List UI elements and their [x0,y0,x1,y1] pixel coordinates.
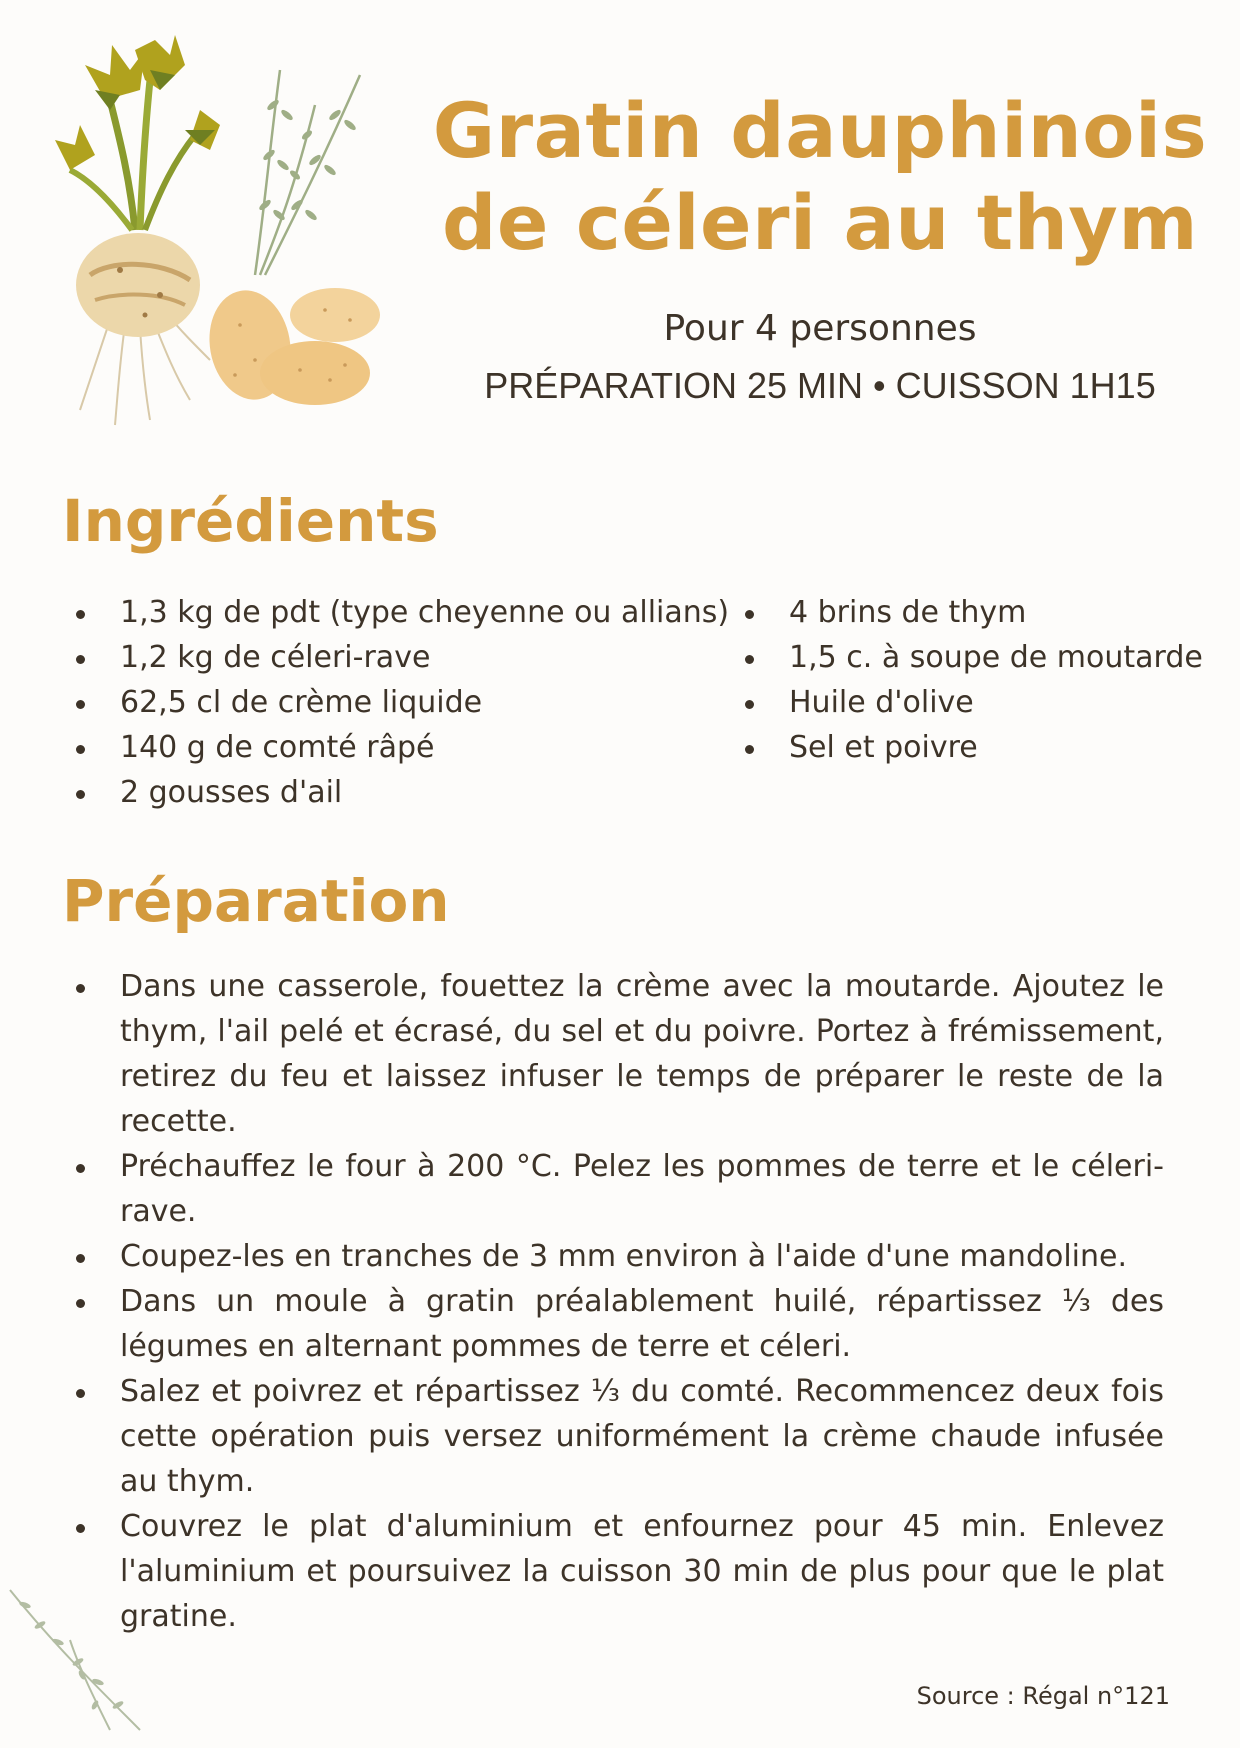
ingredients-heading: Ingrédients [62,487,439,555]
list-item: Préchauffez le four à 200 °C. Pelez les pommes de terre et le céleri-rave. [76,1144,1164,1234]
list-item: 62,5 cl de crème liquide [76,680,736,725]
list-item: 1,2 kg de céleri-rave [76,635,736,680]
list-item: Sel et poivre [745,725,1215,770]
list-item: Dans une casserole, fouettez la crème avec la moutarde. Ajoutez le thym, l'ail pelé et écrasé, du sel et du poivre. Portez à frémissement, retirez du feu et laissez infuser le temps de préparer le reste de la recette. [76,964,1164,1144]
list-item: Coupez-les en tranches de 3 mm environ à l'aide d'une mandoline. [76,1234,1164,1279]
servings: Pour 4 personnes [663,308,977,349]
list-item: 1,3 kg de pdt (type cheyenne ou allians) [76,590,736,635]
list-item: 140 g de comté râpé [76,725,736,770]
list-item: 1,5 c. à soupe de moutarde [745,635,1215,680]
list-item: Couvrez le plat d'aluminium et enfournez pour 45 min. Enlevez l'aluminium et poursuivez la cuisson 30 min de plus pour que le plat gratine. [76,1504,1164,1639]
title-line-2: de céleri au thym [441,178,1199,267]
list-item: Salez et poivrez et répartissez ⅓ du comté. Recommencez deux fois cette opération puis versez uniformément la crème chaude infusée au thym. [76,1369,1164,1504]
potatoes-icon [205,285,380,410]
list-item: 2 gousses d'ail [76,770,736,815]
list-item: Dans un moule à gratin préalablement huilé, répartissez ⅓ des légumes en alternant pommes de terre et céleri. [76,1279,1164,1369]
ingredients-list-right [745,590,1215,770]
recipe-title [430,85,1210,269]
source-credit: Source : Régal n°121 [916,1682,1170,1710]
preparation-steps [76,964,1164,1639]
ingredients-list-left [76,590,736,815]
timing: PRÉPARATION 25 MIN • CUISSON 1H15 [484,365,1156,406]
thyme-sprig-icon [235,45,370,285]
celery-root-icon [50,30,220,430]
list-item: 4 brins de thym [745,590,1215,635]
list-item: Huile d'olive [745,680,1215,725]
preparation-heading: Préparation [62,867,450,935]
title-line-1: Gratin dauphinois [432,86,1208,175]
